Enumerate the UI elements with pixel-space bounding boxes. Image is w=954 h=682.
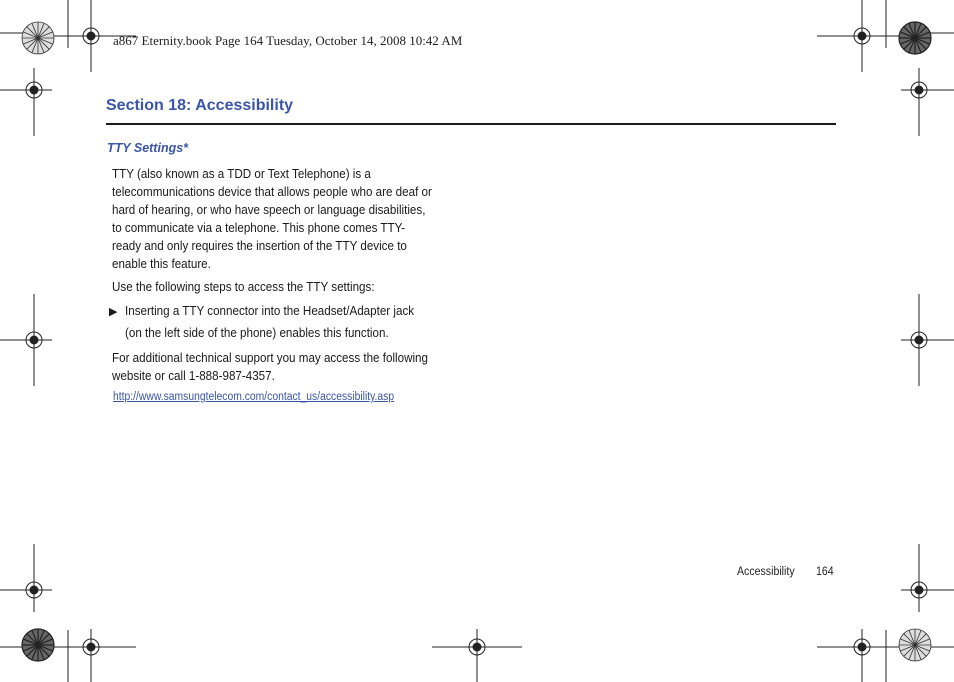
subsection-title: TTY Settings* [107, 141, 189, 155]
intro-paragraph: TTY (also known as a TDD or Text Telephone) is a telecommunications device that allows people who are deaf or hard of hearing, or who have speech or language disabilities, to communicate via a telephone. This phone comes TTY-ready and only requires the insertion of the TTY device to enable this feature. [112, 167, 432, 271]
support-paragraph: For additional technical support you may access the following website or call 1-888-987-4357. [112, 351, 428, 383]
footer-page-number: 164 [816, 566, 834, 578]
slug-line: a867 Eternity.book Page 164 Tuesday, October 14, 2008 10:42 AM [113, 33, 463, 48]
footer-section-name: Accessibility [737, 566, 795, 578]
bullet-text: Inserting a TTY connector into the Headset/Adapter jack (on the left side of the phone) enables this function. [125, 304, 415, 340]
section-rule [106, 123, 836, 125]
bullet-arrow-icon: ▶ [109, 306, 118, 318]
support-link[interactable]: http://www.samsungtelecom.com/contact_us/accessibility.asp [113, 391, 395, 403]
section-title: Section 18: Accessibility [106, 97, 294, 114]
steps-intro-paragraph: Use the following steps to access the TTY settings: [112, 280, 375, 294]
